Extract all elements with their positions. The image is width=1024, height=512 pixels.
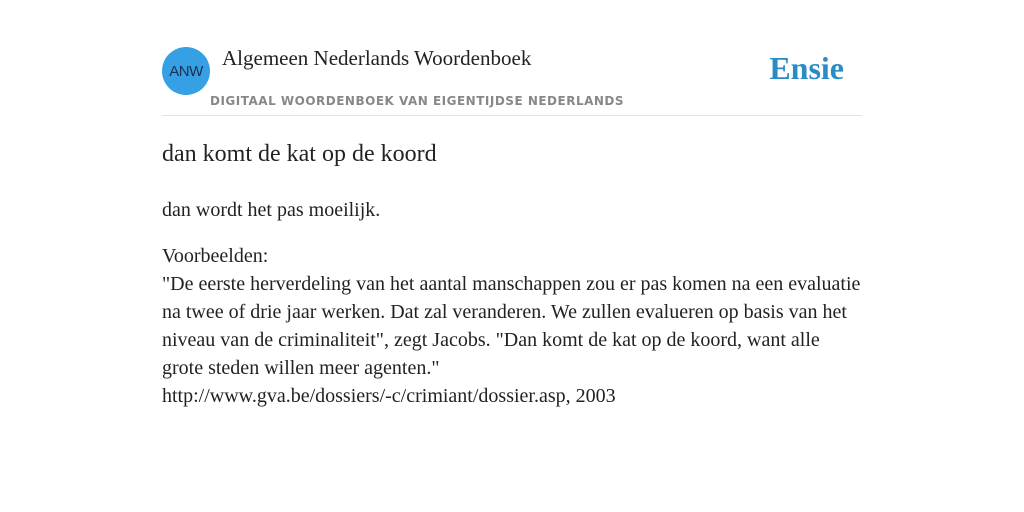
entry-term: dan komt de kat op de koord [162,141,437,167]
entry-content [162,138,862,410]
example-text: "De eerste herverdeling van het aantal manschappen zou er pas komen na een evaluatie na twee of drie jaar werken. Dat zal veranderen. We zullen evalueren op basis van het niveau van de criminaliteit", zegt Jacobs. "Dan komt de kat op de koord, want alle grote steden willen meer agenten." [162,273,861,379]
site-subtitle: DIGITAAL WOORDENBOEK VAN EIGENTIJDSE NEDERLANDS [210,94,625,108]
entry-definition: dan wordt het pas moeilijk. [162,199,381,221]
examples-label: Voorbeelden: [162,245,269,267]
examples-block [162,242,862,410]
example-source: http://www.gva.be/dossiers/-c/crimiant/dossier.asp, 2003 [162,385,616,407]
site-header [162,0,862,116]
logo-text: ANW [169,62,203,80]
header-divider [162,115,862,116]
anw-logo[interactable] [162,47,210,95]
ensie-brand-link[interactable]: Ensie [769,50,844,86]
site-title[interactable]: Algemeen Nederlands Woordenboek [222,46,532,70]
